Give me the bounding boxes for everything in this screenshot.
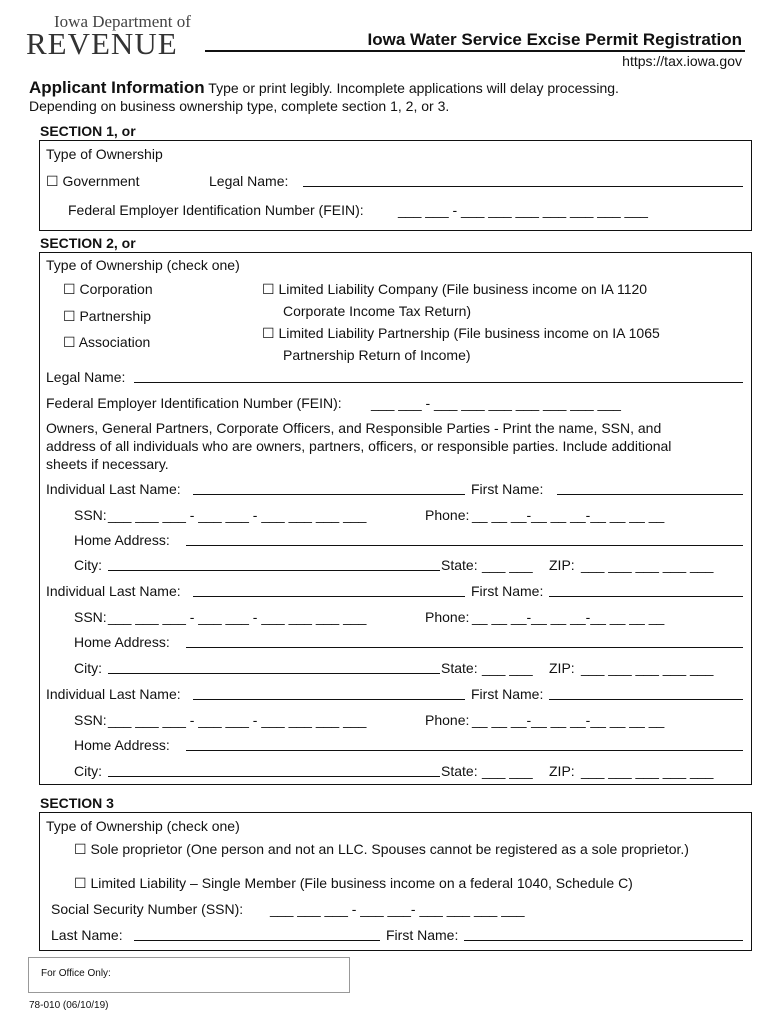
partnership-label: Partnership [79,308,152,324]
llp-checkbox[interactable]: ☐ [262,325,275,341]
individual-3-city-label: City: [74,763,102,779]
individual-1-ssn-field[interactable]: ___ ___ ___ - ___ ___ - ___ ___ ___ ___ [108,507,367,523]
agency-logo [26,10,204,61]
form-title: Iowa Water Service Excise Permit Registration [367,30,742,49]
partnership-option[interactable] [63,308,151,324]
individual-1-phone-field[interactable]: __ __ __-__ __ __-__ __ __ __ [472,507,665,523]
section-2-fein-label: Federal Employer Identification Number (FEIN): [46,395,342,411]
form-number: 78-010 (06/10/19) [29,1000,109,1011]
section-3-title: SECTION 3 [40,795,114,811]
individual-2-phone-field[interactable]: __ __ __-__ __ __-__ __ __ __ [472,609,665,625]
individual-2-zip-label: ZIP: [549,660,575,676]
individual-2-zip-field[interactable]: ___ ___ ___ ___ ___ [581,660,714,676]
sole-proprietor-option[interactable] [74,841,689,857]
individual-1-state-field[interactable]: ___ ___ [482,557,533,573]
individual-1-home-address-field[interactable] [186,545,743,546]
individual-2-phone-label: Phone: [425,609,470,625]
individual-1-zip-label: ZIP: [549,557,575,573]
llp-label: Limited Liability Partnership (File business income on IA 1065 [278,325,660,341]
individual-2-ssn-field[interactable]: ___ ___ ___ - ___ ___ - ___ ___ ___ ___ [108,609,367,625]
individual-1-first-name-label: First Name: [471,481,544,497]
individual-1-city-field[interactable] [108,570,440,571]
llp-label-cont: Partnership Return of Income) [283,347,471,363]
individual-2-home-address-label: Home Address: [74,634,170,650]
individual-3-phone-field[interactable]: __ __ __-__ __ __-__ __ __ __ [472,712,665,728]
association-label: Association [78,334,151,350]
association-option[interactable] [63,334,150,350]
individual-2-state-field[interactable]: ___ ___ [482,660,533,676]
logo-top-text: Iowa Department of [54,12,191,31]
intro-instructions: Type or print legibly. Incomplete applications will delay processing. [204,80,619,96]
section-3-ssn-field[interactable]: ___ ___ ___ - ___ ___- ___ ___ ___ ___ [270,901,525,917]
individual-1-last-name-field[interactable] [193,494,465,495]
section-1-type-label: Type of Ownership [46,146,163,162]
llc-checkbox[interactable]: ☐ [262,281,275,297]
individual-1-state-label: State: [441,557,478,573]
individual-3-ssn-label: SSN: [74,712,107,728]
section-3-type-label: Type of Ownership (check one) [46,818,240,834]
section-1-fein-field[interactable]: ___ ___ - ___ ___ ___ ___ ___ ___ ___ [398,202,648,218]
individual-2-city-field[interactable] [108,673,440,674]
individual-3-home-address-field[interactable] [186,750,743,751]
individual-3-home-address-label: Home Address: [74,737,170,753]
individual-2-state-label: State: [441,660,478,676]
individual-1-last-name-label: Individual Last Name: [46,481,181,497]
individual-2-last-name-label: Individual Last Name: [46,583,181,599]
single-member-option[interactable] [74,875,633,891]
individual-2-city-label: City: [74,660,102,676]
section-3-last-name-field[interactable] [134,940,380,941]
individual-2-last-name-field[interactable] [193,596,465,597]
section-3-ssn-label: Social Security Number (SSN): [51,901,244,917]
section-3-first-name-label: First Name: [386,927,459,943]
individual-3-last-name-label: Individual Last Name: [46,686,181,702]
single-member-label: Limited Liability – Single Member (File business income on a federal 1040, Schedule C) [90,875,633,891]
individual-3-last-name-field[interactable] [193,699,465,700]
single-member-checkbox[interactable]: ☐ [74,875,87,891]
website-url[interactable]: https://tax.iowa.gov [622,53,742,69]
individual-2-home-address-field[interactable] [186,647,743,648]
llc-label-cont: Corporate Income Tax Return) [283,303,472,319]
individual-3-state-label: State: [441,763,478,779]
office-only-label: For Office Only: [41,968,111,979]
section-2-title: SECTION 2, or [40,235,136,251]
section-3-last-name-label: Last Name: [51,927,123,943]
corporation-label: Corporation [79,281,153,297]
llp-option[interactable] [262,325,660,341]
individual-3-zip-field[interactable]: ___ ___ ___ ___ ___ [581,763,714,779]
individual-3-ssn-field[interactable]: ___ ___ ___ - ___ ___ - ___ ___ ___ ___ [108,712,367,728]
corporation-checkbox[interactable]: ☐ [63,281,76,297]
applicant-information-heading: Applicant Information [29,78,205,97]
government-label: Government [62,173,140,189]
partnership-checkbox[interactable]: ☐ [63,308,76,324]
section-2-legal-name-label: Legal Name: [46,369,126,385]
intro-line-1 [29,78,619,98]
government-checkbox[interactable]: ☐ [46,173,59,189]
header-rule [205,50,745,52]
individual-2-first-name-field[interactable] [549,596,743,597]
individual-1-first-name-field[interactable] [557,494,743,495]
section-1-legal-name-label: Legal Name: [209,173,289,189]
section-3-first-name-field[interactable] [464,940,743,941]
section-2-type-label: Type of Ownership (check one) [46,257,240,273]
association-checkbox[interactable]: ☐ [63,334,76,350]
logo-main-text: REVENUE [26,26,178,61]
individual-3-city-field[interactable] [108,776,440,777]
individual-1-ssn-label: SSN: [74,507,107,523]
section-1-fein-label: Federal Employer Identification Number (FEIN): [68,202,364,218]
individual-3-state-field[interactable]: ___ ___ [482,763,533,779]
individual-3-zip-label: ZIP: [549,763,575,779]
individual-2-ssn-label: SSN: [74,609,107,625]
individual-3-first-name-field[interactable] [549,699,743,700]
llc-label: Limited Liability Company (File business income on IA 1120 [278,281,648,297]
individual-1-phone-label: Phone: [425,507,470,523]
individual-1-zip-field[interactable]: ___ ___ ___ ___ ___ [581,557,714,573]
individual-2-first-name-label: First Name: [471,583,544,599]
owners-instructions-2: address of all individuals who are owners, partners, officers, or responsible parties. Include additional [46,438,672,454]
owners-instructions-1: Owners, General Partners, Corporate Officers, and Responsible Parties - Print the name, SSN, and [46,420,662,436]
section-1-legal-name-field[interactable] [303,186,743,187]
individual-3-phone-label: Phone: [425,712,470,728]
section-2-legal-name-field[interactable] [134,382,743,383]
government-option[interactable] [46,173,140,189]
individual-3-first-name-label: First Name: [471,686,544,702]
sole-proprietor-checkbox[interactable]: ☐ [74,841,87,857]
owners-instructions-3: sheets if necessary. [46,456,169,472]
corporation-option[interactable] [63,281,153,297]
llc-option[interactable] [262,281,647,297]
sole-proprietor-label: Sole proprietor (One person and not an LLC. Spouses cannot be registered as a sole proprietor.) [90,841,689,857]
individual-1-home-address-label: Home Address: [74,532,170,548]
section-1-title: SECTION 1, or [40,123,136,139]
section-2-fein-field[interactable]: ___ ___ - ___ ___ ___ ___ ___ ___ ___ [371,395,621,411]
individual-1-city-label: City: [74,557,102,573]
intro-line-2: Depending on business ownership type, complete section 1, 2, or 3. [29,98,450,114]
